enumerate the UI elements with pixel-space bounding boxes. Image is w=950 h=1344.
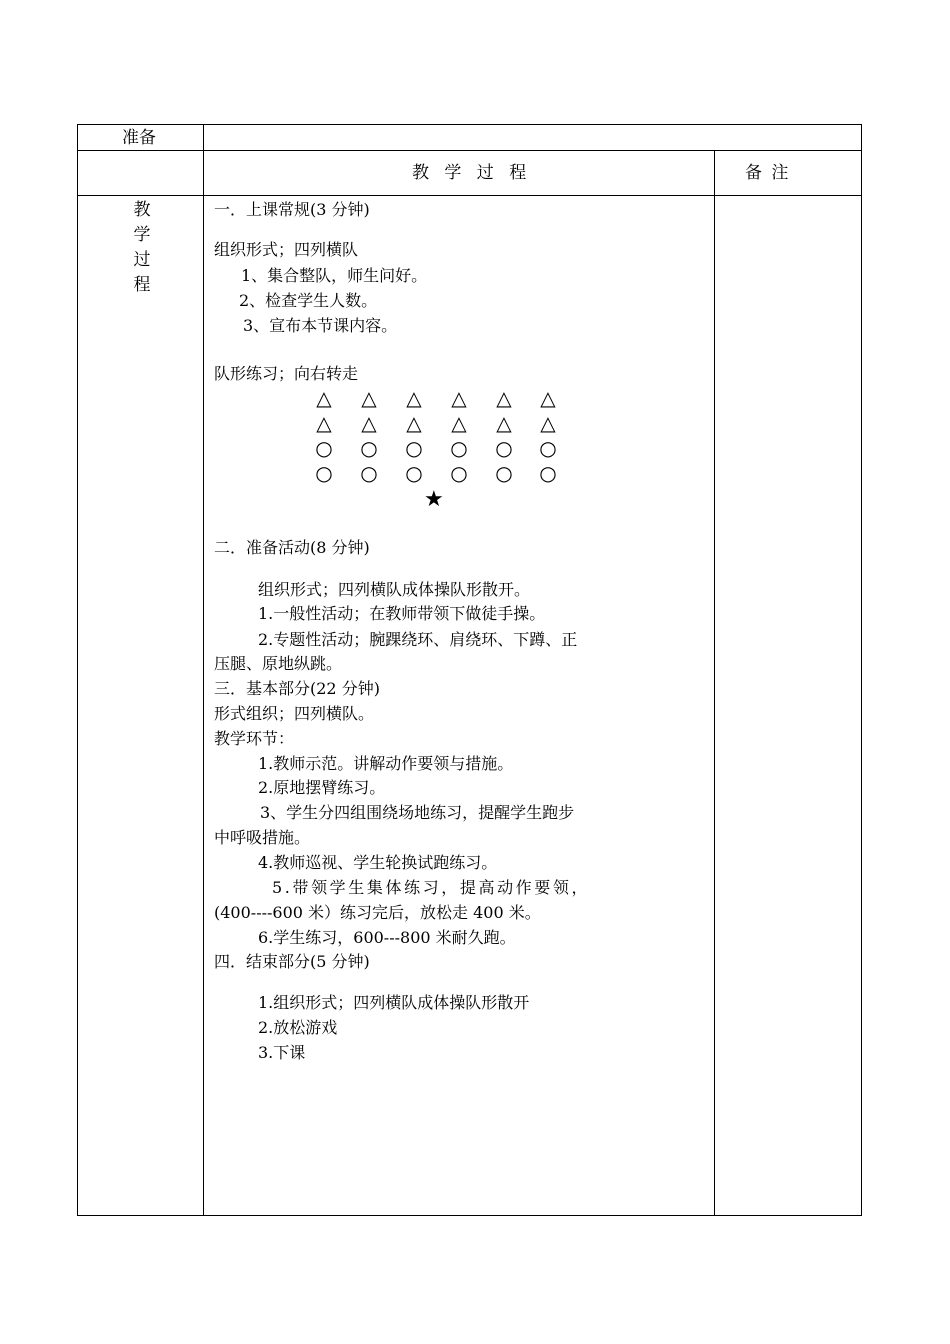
table-column-divider [203,124,204,1216]
teacher-star-icon: ★ [424,487,444,512]
circle-student-icon: ○ [315,436,333,460]
section-3-title: 三．基本部分(22 分钟) [214,679,380,698]
section-1-title: 一．上课常规(3 分钟) [214,200,370,219]
triangle-student-icon: △ [406,411,422,435]
section-2-title: 二．准备活动(8 分钟) [214,538,370,557]
circle-student-icon: ○ [539,436,557,460]
side-char: 程 [133,275,151,295]
section-2-org: 组织形式；四列横队成体操队形散开。 [258,580,531,599]
table-border-left [77,124,78,1216]
section-3-item: 4.教师巡视、学生轮换试跑练习。 [258,853,498,872]
section-1-item: 1、集合整队，师生问好。 [241,266,428,285]
side-char: 教 [133,200,151,220]
teaching-process-side-label [130,198,154,298]
section-3-item: 3、学生分四组围绕场地练习，提醒学生跑步 [260,803,575,822]
circle-student-icon: ○ [495,436,513,460]
circle-student-icon: ○ [539,461,557,485]
section-1-org: 组织形式；四列横队 [214,240,359,259]
circle-student-icon: ○ [450,436,468,460]
triangle-student-icon: △ [316,386,332,410]
prep-label: 准备 [122,128,156,148]
triangle-student-icon: △ [540,411,556,435]
triangle-student-icon: △ [361,386,377,410]
triangle-student-icon: △ [540,386,556,410]
circle-student-icon: ○ [495,461,513,485]
section-3-item: 1.教师示范。讲解动作要领与措施。 [258,754,514,773]
section-2-item: 2.专题性活动；腕踝绕环、肩绕环、下蹲、正 [258,630,578,649]
section-2-item: 1.一般性活动；在教师带领下做徒手操。 [258,604,546,623]
circle-student-icon: ○ [360,461,378,485]
section-1-item: 3、宣布本节课内容。 [243,316,398,335]
circle-student-icon: ○ [360,436,378,460]
side-char: 过 [133,250,151,270]
triangle-student-icon: △ [361,411,377,435]
circle-student-icon: ○ [450,461,468,485]
section-3-item: 2.原地摆臂练习。 [258,778,386,797]
circle-student-icon: ○ [405,436,423,460]
drill-title: 队形练习；向右转走 [214,364,359,383]
section-4-item: 2.放松游戏 [258,1018,338,1037]
section-2-item-cont: 压腿、原地纵跳。 [214,654,343,673]
table-border-right [861,124,862,1216]
table-border-top [77,124,862,125]
section-4-item: 3.下课 [258,1043,306,1062]
circle-student-icon: ○ [405,461,423,485]
triangle-student-icon: △ [406,386,422,410]
section-3-steps: 教学环节： [214,729,295,748]
section-3-item-cont: (400----600 米）练习完后，放松走 400 米。 [214,903,541,922]
table-header-divider [77,195,862,196]
section-3-org: 形式组织；四列横队。 [214,704,375,723]
remarks-header: 备 注 [745,163,789,183]
section-3-item: 6.学生练习，600---800 米耐久跑。 [258,928,516,947]
section-3-item: 5.带领学生集体练习，提高动作要领， [272,878,591,897]
circle-student-icon: ○ [315,461,333,485]
section-4-item: 1.组织形式；四列横队成体操队形散开 [258,993,530,1012]
triangle-student-icon: △ [496,386,512,410]
section-1-item: 2、检查学生人数。 [239,291,378,310]
section-4-title: 四．结束部分(5 分钟) [214,952,370,971]
remarks-column-divider [714,150,715,1216]
triangle-student-icon: △ [316,411,332,435]
process-header: 教 学 过 程 [412,163,527,183]
section-3-item-cont: 中呼吸措施。 [214,828,311,847]
side-char: 学 [133,225,151,245]
triangle-student-icon: △ [496,411,512,435]
table-border-bottom [77,1215,862,1216]
triangle-student-icon: △ [451,386,467,410]
table-row-divider [77,150,862,151]
triangle-student-icon: △ [451,411,467,435]
